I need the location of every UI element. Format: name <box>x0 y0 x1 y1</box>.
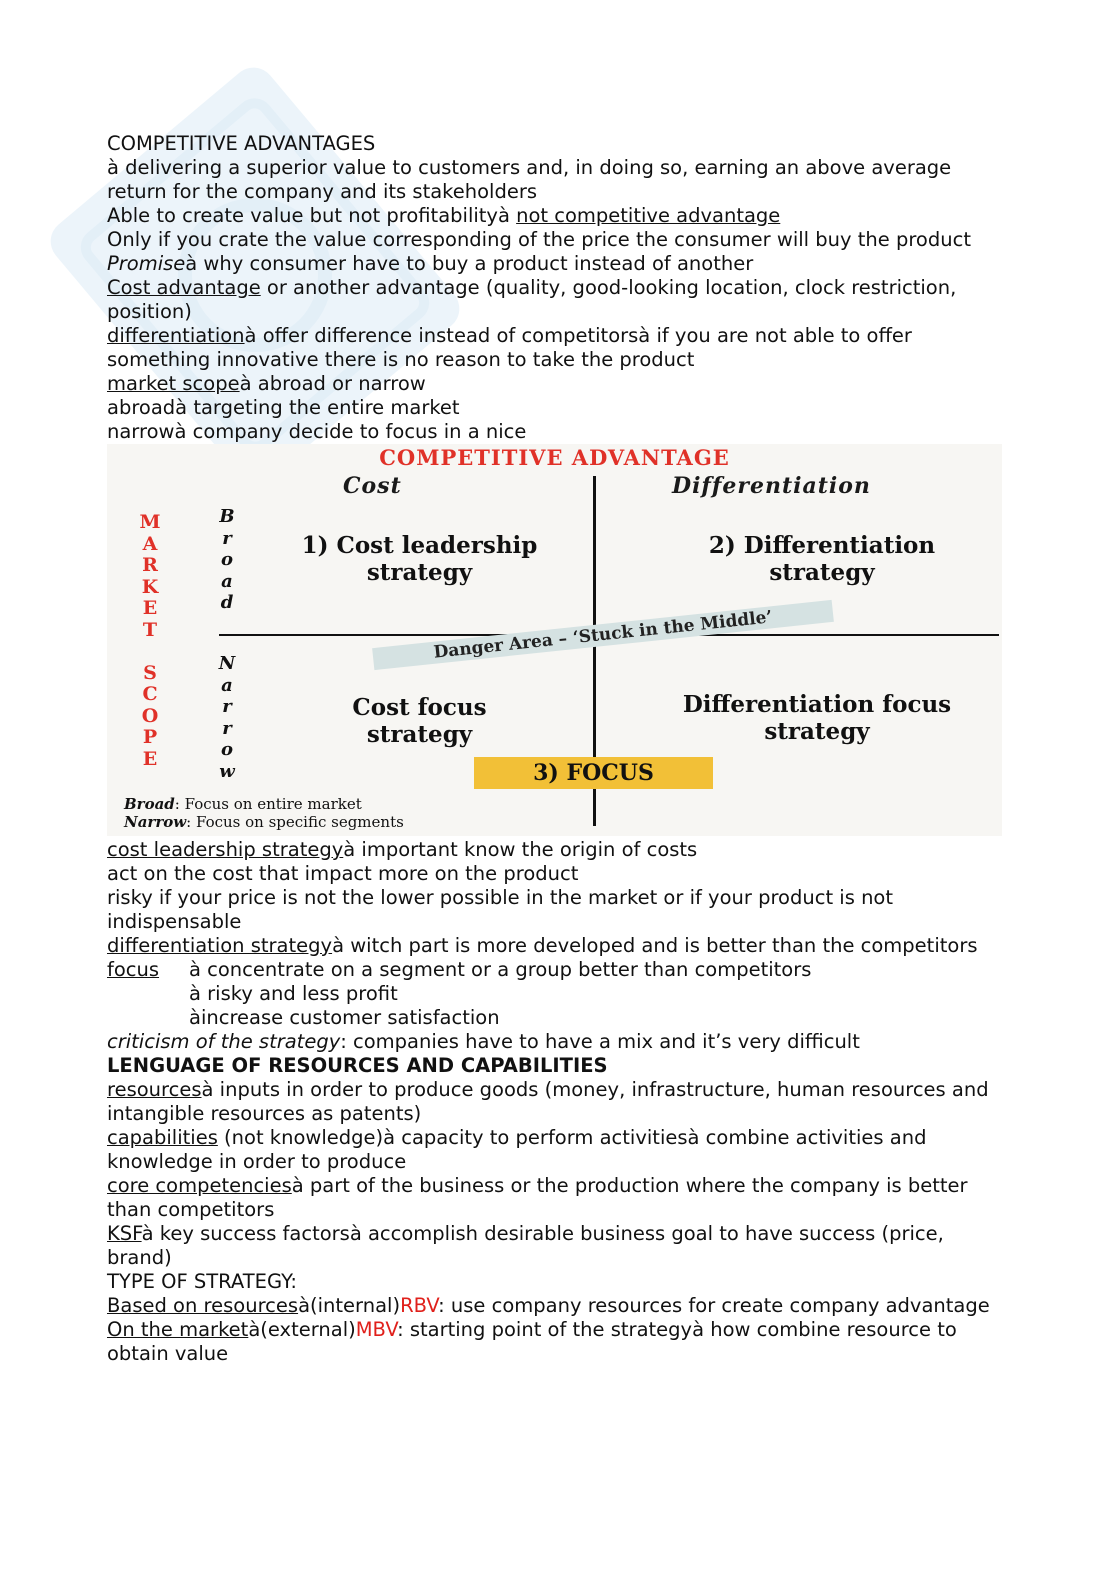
paragraph: act on the cost that impact more on the product <box>107 862 579 885</box>
cell-differentiation-focus: Differentiation focus strategy <box>682 691 952 745</box>
paragraph: à risky and less profit <box>189 982 398 1005</box>
paragraph: resourcesà inputs in order to produce goods (money, infrastructure, human resources and intangible resources as patents) <box>107 1078 989 1125</box>
paragraph: Cost advantage or another advantage (quality, good-looking location, clock restriction, position) <box>107 276 957 323</box>
paragraph: differentiation strategyà witch part is more developed and is better than the competitors <box>107 934 978 957</box>
paragraph: focus à concentrate on a segment or a group better than competitors <box>107 958 812 981</box>
broad-label: B r o a d <box>219 506 235 613</box>
cell-cost-focus: Cost focus strategy <box>352 694 487 748</box>
section-title: COMPETITIVE ADVANTAGES <box>107 132 376 155</box>
paragraph: Based on resourcesà(internal)RBV: use company resources for create company advantage <box>107 1294 990 1317</box>
paragraph: narrowà company decide to focus in a nice <box>107 420 527 443</box>
focus-label: 3) FOCUS <box>474 757 713 789</box>
danger-area-band: Danger Area – ‘Stuck in the Middle’ <box>372 600 834 670</box>
paragraph: risky if your price is not the lower possible in the market or if your product is not indispensable <box>107 886 893 933</box>
paragraph: core competenciesà part of the business or the production where the company is better than competitors <box>107 1174 968 1221</box>
paragraph: criticism of the strategy: companies have to have a mix and it’s very difficult <box>107 1030 860 1053</box>
competitive-advantage-diagram <box>107 444 1002 836</box>
note-narrow: Narrow: Focus on specific segments <box>124 813 404 831</box>
paragraph: On the marketà(external)MBV: starting point of the strategyà how combine resource to obtain value <box>107 1318 957 1365</box>
cell-differentiation: 2) Differentiation strategy <box>708 532 936 586</box>
paragraph: capabilities (not knowledge)à capacity to perform activitiesà combine activities and knowledge in order to produce <box>107 1126 927 1173</box>
paragraph: differentiationà offer difference instead of competitorsà if you are not able to offer something innovative there is no reason to take the product <box>107 324 912 371</box>
paragraph: abroadà targeting the entire market <box>107 396 460 419</box>
paragraph: KSFà key success factorsà accomplish desirable business goal to have success (price, brand) <box>107 1222 944 1269</box>
paragraph: Able to create value but not profitabilityà not competitive advantage <box>107 204 781 227</box>
narrow-label: N a r r o w <box>218 653 236 782</box>
paragraph: TYPE OF STRATEGY: <box>107 1270 298 1293</box>
column-head-differentiation: Differentiation <box>672 473 871 499</box>
market-scope-label: M A R K E T S C O P E <box>139 511 161 770</box>
cell-cost-leadership: 1) Cost leadership strategy <box>301 532 538 586</box>
column-head-cost: Cost <box>343 473 402 499</box>
note-broad: Broad: Focus on entire market <box>124 795 362 813</box>
paragraph: market scopeà abroad or narrow <box>107 372 426 395</box>
section-heading: LENGUAGE OF RESOURCES AND CAPABILITIES <box>107 1054 608 1077</box>
document-body <box>107 132 1007 1366</box>
diagram-title: COMPETITIVE ADVANTAGE <box>379 445 730 470</box>
paragraph: à delivering a superior value to customers and, in doing so, earning an above average return for the company and its stakeholders <box>107 156 952 203</box>
paragraph: àincrease customer satisfaction <box>189 1006 500 1029</box>
paragraph: cost leadership strategyà important know the origin of costs <box>107 838 698 861</box>
paragraph: Promiseà why consumer have to buy a product instead of another <box>107 252 754 275</box>
paragraph: Only if you crate the value corresponding of the price the consumer will buy the product <box>107 228 971 251</box>
